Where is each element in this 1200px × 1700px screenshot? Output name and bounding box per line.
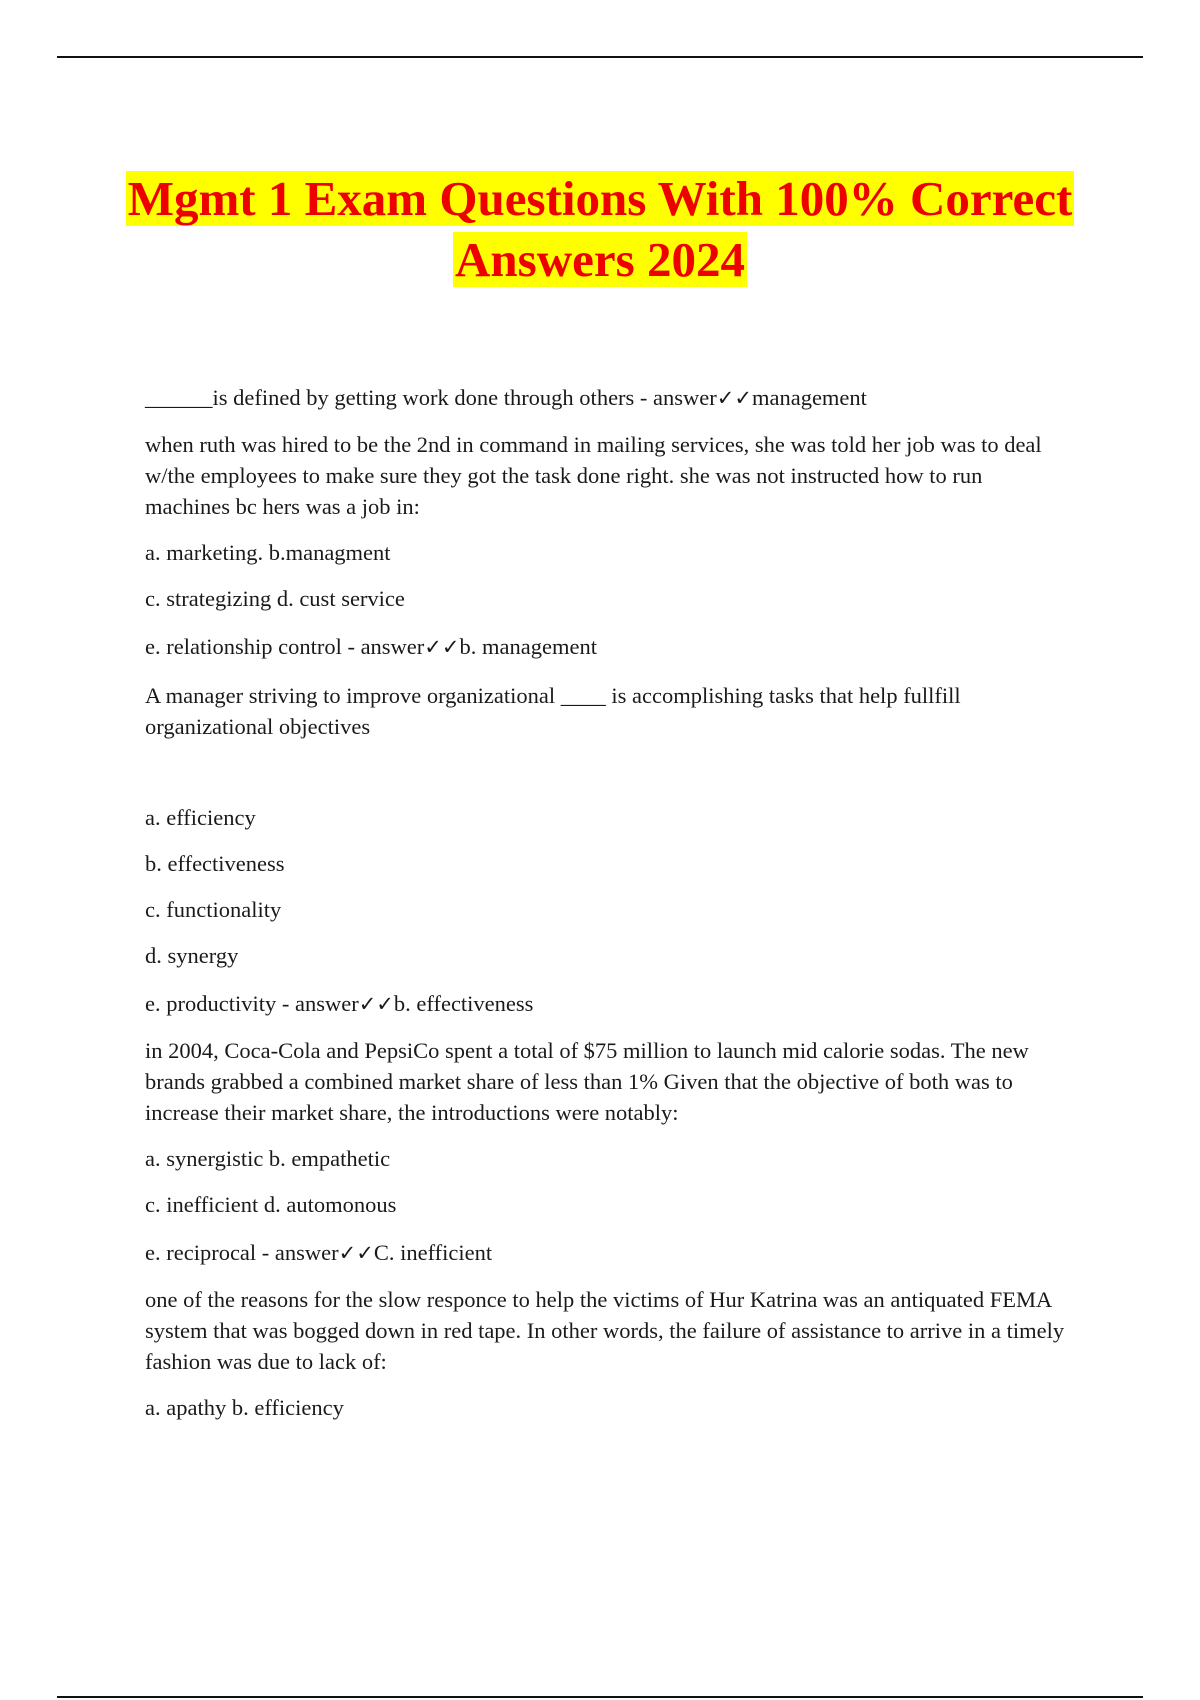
paragraph: a. marketing. b.managment <box>145 540 391 565</box>
paragraph: a. efficiency <box>145 805 256 830</box>
paragraph: when ruth was hired to be the 2nd in command in mailing services, she was told her job was to deal w/the employees to make sure they got the task done right. she was not instructed how to run machines bc hers was a job in: <box>145 432 1042 519</box>
paragraph: c. inefficient d. automonous <box>145 1192 397 1217</box>
paragraph: a. synergistic b. empathetic <box>145 1146 391 1171</box>
paragraph: e. productivity - answer✓✓b. effectiveness <box>145 991 534 1016</box>
paragraph: one of the reasons for the slow responce to help the victims of Hur Katrina was an antiquated FEMA system that was bogged down in red tape. In other words, the failure of assistance to arrive in a timely fashion was due to lack of: <box>145 1287 1065 1374</box>
paragraph: e. relationship control - answer✓✓b. management <box>145 634 597 659</box>
paragraph: c. functionality <box>145 897 282 922</box>
checkmark-icon: ✓✓ <box>338 1241 374 1265</box>
paragraph: d. synergy <box>145 943 239 968</box>
footer-rule <box>57 1696 1143 1698</box>
paragraph: in 2004, Coca-Cola and PepsiCo spent a total of $75 million to launch mid calorie sodas. The new brands grabbed a combined market share of less than 1% Given that the objective of both was to increase their market share, the introductions were notably: <box>145 1038 1029 1125</box>
paragraph: a. apathy b. efficiency <box>145 1395 344 1420</box>
paragraph: ______is defined by getting work done through others - answer✓✓management <box>145 385 867 410</box>
title-line-2: Answers 2024 <box>455 232 745 287</box>
header-rule <box>57 56 1143 58</box>
paragraph: b. effectiveness <box>145 851 285 876</box>
document-title <box>60 168 1140 290</box>
title-line-1: Mgmt 1 Exam Questions With 100% Correct <box>127 171 1073 226</box>
checkmark-icon: ✓✓ <box>424 635 460 659</box>
document-body <box>145 382 1070 1423</box>
checkmark-icon: ✓✓ <box>358 992 394 1016</box>
checkmark-icon: ✓✓ <box>716 386 752 410</box>
paragraph: e. reciprocal - answer✓✓C. inefficient <box>145 1240 493 1265</box>
paragraph: A manager striving to improve organizational ____ is accomplishing tasks that help fullfill organizational objectives <box>145 683 961 739</box>
paragraph: c. strategizing d. cust service <box>145 586 405 611</box>
